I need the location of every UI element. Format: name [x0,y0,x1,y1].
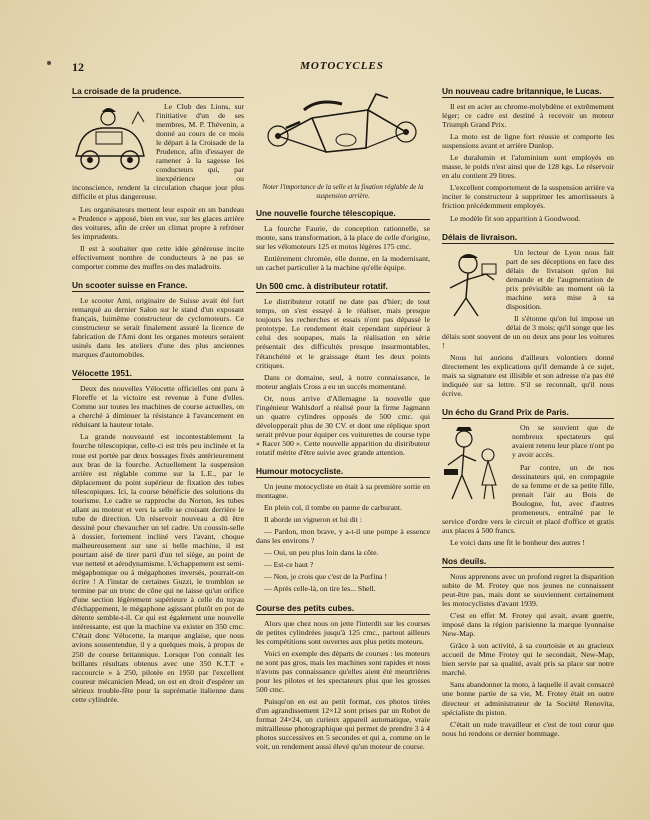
section-heading: Un 500 cmc. à distributeur rotatif. [256,281,430,293]
figure-caption: Noter l'importance de la selle et la fixation réglable de la suspension arrière. [262,183,424,200]
paragraph: Entièrement chromée, elle donne, en la modernisant, un cachet particulier à la machine qu'elle équipe. [256,254,430,273]
paragraph: Puisqu'on en est au petit format, ces photos tirées d'un agrandissement 12×12 sont prises par un Robot de format 24×24, un curieux appareil automatique, vraie mitrailleuse photographique qui permet de prendre 3 à 4 photos successives en 5 secondes et qui a, comme on le voit, un rendement aussi élevé qu'un moteur de course. [256,696,430,752]
section-heading: Course des petits cubes. [256,603,430,615]
paragraph: En plein col, il tombe en panne de carburant. [264,503,402,513]
running-title: MOTOCYCLES [300,60,384,72]
page-number: 12 [72,60,84,74]
paragraph: L'excellent comportement de la suspension arrière va inciter le constructeur à supprimer les amortisseurs à friction précédemment employés. [442,183,614,211]
paragraph: Les organisateurs mettent leur espoir en un bandeau « Prudence » apposé, bien en vue, sur les glaces arrière des voitures, afin de créer un climat propre à refréner les imprudents. [72,204,244,241]
paragraph: Le voici dans une fit le bonheur des autres ! [450,537,585,547]
paragraph: Sans abandonner la moto, à laquelle il avait consacré une bonne partie de sa vie, M. Frotey était en outre directeur et administrateur de la Société Renovita, spécialiste du piston. [442,680,614,717]
car-cartoon-illustration [72,104,150,181]
paragraph: La fourche Faurie, de conception rationnelle, se monte, sans transformation, à la place de celle d'origine, sur les vélomoteurs 125 et motos légères 175 cmc. [256,224,430,252]
paragraph: Il s'étonne qu'on lui impose un délai de 3 mois; qu'il songe que les délais sont souvent de un ou deux ans pour les voitures ! [442,313,614,351]
paragraph: Nous apprenons avec un profond regret la disparition subite de M. Frotey que nos jeunes ne connaissent peut-être pas, mais dont se souviennent certainement les motocyclistes d'avant 1939. [442,571,614,609]
paragraph: La grande nouveauté est incontestablement la fourche télescopique, celle-ci est très peu inclinée et la roue est portée par deux bossages fixés antérieurement aux bras de la fourche. Actuellement la suspension arrière est réglable comme sur la L.E., par le déplacement du point supérieur de fixation des tubes télescopiques. Ici, la course bénéficie des solutions du tourisme. Le cadre se rapproche du Norton, les tubes allant au moteur et vers la selle se croisant derrière le tube de direction. Un réservoir nouveau a dû être dessiné pour chevaucher un tel cadre. Un coussin-selle à dossier, fortement incliné vers l'avant, choque malheureusement sur une si belle machine, il est pourtant aisé de tirer parti d'un tel siège, au point de vue netteté et aérodynamisme. L'échappement est semi-mégaphonique ou à mégaphones inversés, pourrait-on écrire ! A l'instar de certaines Guzzi, le tromblon se termine par un tronc de cône qui ne laisse qu'un orifice d'une section légèrement supérieure à celle du tuyau d'échappement, le mégaphone agissant plutôt en pot de détente semble-t-il. Ce qui est également une nouvelle intéressante, est que la machine va exister en 350 cmc. C'était donc Vélocette, la marque anglaise, que nous avions sousentendue, il y a quelques mois, à propos de 250 de course britannique. Lorsque l'on connaît les brillants résultats obtenus avec une 350 K.T.T « raccourcie » à 250, pilotée en 1950 par l'excellent coureur mécanicien Mead, on est en droit d'espérer un sérieux trouble-fête pour la suprématie italienne dans cette cylindrée. [72,432,244,704]
paragraph: Dans ce domaine, seul, à notre connaissance, le moteur anglais Cross a eu un succès momentané. [256,372,430,391]
column-left [72,86,244,707]
section-heading: Un scooter suisse en France. [72,280,244,292]
paragraph: Il est à souhaiter que cette idée généreuse incite effectivement nombre de conducteurs à ne pas se comporter comme des muffes ou des maladroits. [72,243,244,271]
paragraph: Or, nous arrive d'Allemagne la nouvelle que l'ingénieur Wahlsdorf a réalisé pour la firme Jagmann un quatre cylindres opposés de 500 cmc. qui développerait plus de 30 CV. et dont une réplique sport serait prévue pour équiper ces voiturettes de course type « Racer 500 ». Cette nouvelle apparition du distributeur rotatif mérite d'être suivie avec grande attention. [256,393,430,457]
section-heading: Vélocette 1951. [72,368,244,380]
section-heading: Un écho du Grand Prix de Paris. [442,407,614,419]
paragraph: Le duralumin et l'aluminium sont employés en masse, le poids n'est ainsi que de 128 kgs. Le réservoir en alu contient 29 litres. [442,153,614,181]
paragraph: — Oui, un peu plus loin dans la côte. [264,548,379,558]
paragraph: Le modèle fit son apparition à Goodwood. [450,213,581,223]
paragraph: Alors que chez nous on jette l'interdit sur les courses de petites cylindrées jusqu'à 125 cmc., partout ailleurs les compétitions sont ouvertes aux plus petits moteurs. [256,618,430,646]
column-middle [256,86,430,754]
paragraph: On se souvient que de nombreux spectateurs qui avaient retenu leur place n'ont pu y avoir accès. [512,423,614,460]
paragraph: Le distributeur rotatif ne date pas d'hier; de tout temps, on s'est essayé à le réaliser, mais presque toujours les recherches et essais n'ont pas dépassé le prototype. Le rendement était cependant supérieur à celui des soupapes, mais la réalisation en série présentait des difficultés presque insurmontables, l'étanchéité et le graissage étant les deux points critiques. [256,297,430,370]
paragraph: C'est en effet M. Frotey qui avait, avant guerre, imposé dans la région parisienne la marque lyonnaise New-Map. [442,611,614,639]
paragraph: Il est en acier au chrome-molybdène et extrêmement léger; ce cadre est destiné à recevoir un moteur Triumph Grand Prix. [442,102,614,130]
motorcycle-frame-drawing [256,88,430,179]
paragraph: Par contre, un de nos dessinateurs qui, en compagnie de sa femme et de sa petite fille, prenait l'air au Bois de Boulogne, fut, avec d'autres promeneurs, entraîné par le service d'ordre vers le circuit et placé d'office et gratis aux places à 500 francs. [442,462,614,535]
paragraph: Nous lui aurions d'ailleurs volontiers donné directement les explications qu'il demande à ce sujet, mais sa signature est illisible et son adresse n'a pas été indiquée sur sa lettre. S'il se reconnaît, qu'il nous écrive. [442,353,614,399]
paragraph: Un jeune motocycliste en était à sa première sortie en montagne. [256,482,430,501]
paragraph: Deux des nouvelles Vélocette officielles ont paru à Floreffe et la victoire est revenue à l'une d'elles. Comme sur toutes les machines de course actuelles, on a cherché à diminuer la résistance à l'avancement en réduisant la hauteur totale. [72,384,244,430]
writer-cartoon-illustration [442,250,500,325]
section-heading: Humour motocycliste. [256,466,430,478]
paragraph: Grâce à son activité, à sa courtoisie et au gracieux accueil de Mme Frotey qui le secondait, New-Map, bien servie par sa qualité, avait pris sa place sur notre marché. [442,641,614,678]
paragraph: La moto est de ligne fort réussie et comporte les suspensions avant et arrière Dunlop. [442,132,614,151]
family-cartoon-illustration [442,425,506,510]
section-heading: Nos deuils. [442,556,614,568]
paragraph: Le Club des Lions, sur l'initiative d'un de ses membres, M. P. Thévenin, a donné au cours de ce mois le départ à la Croisade de la Prudence, afin d'essayer de ramener à la sagesse les conducteurs qui, par inexpérience ou inconscience, rendent la circulation chaque jour plus difficile et plus dangereuse. [72,102,244,202]
paragraph: — Non, je crois que c'est de la Purfina ! [264,572,388,582]
paragraph: Voici en exemple des départs de courses : les moteurs ne sont pas gros, mais les machines sont rapides et nous n'avons pas connaissance qu'elles aient été meurtrières pour les pilotes et les spectateurs plus que les grosses 500 cmc. [256,648,430,694]
paragraph: Le scooter Ami, originaire de Suisse avait été fort remarqué au dernier Salon sur le stand d'un exposant français, luimême constructeur de cyclomoteurs. Ce constructeur se serait finalement assuré la licence de fabrication de l'Ami dont les organes moteurs seraient usinés dans les ateliers d'une des plus anciennes marques d'automobiles. [72,295,244,360]
paragraph: Il aborde un vigneron et lui dit : [264,515,362,525]
paragraph: — Après celle-là, on tire les... Shell. [264,584,376,594]
binding-hole [47,61,51,65]
paragraph: Un lecteur de Lyon nous fait part de ses déceptions en face des délais de livraison qu'on lui demande et de l'augmentation de prix prévisible au moment où la machine sera mise à sa disposition. [506,247,614,311]
paragraph: — Est-ce haut ? [264,560,314,570]
paragraph: — Pardon, mon brave, y a-t-il une pompe à essence dans les environs ? [256,527,430,546]
page-header [72,60,612,76]
section-heading: Une nouvelle fourche télescopique. [256,208,430,220]
column-right [442,86,614,741]
paragraph: C'était un rude travailleur et c'est de tout cœur que nous lui rendons ce dernier hommage. [442,719,614,738]
section-heading: Un nouveau cadre britannique, le Lucas. [442,86,614,98]
section-heading: Délais de livraison. [442,232,614,244]
section-heading: La croisade de la prudence. [72,86,244,98]
